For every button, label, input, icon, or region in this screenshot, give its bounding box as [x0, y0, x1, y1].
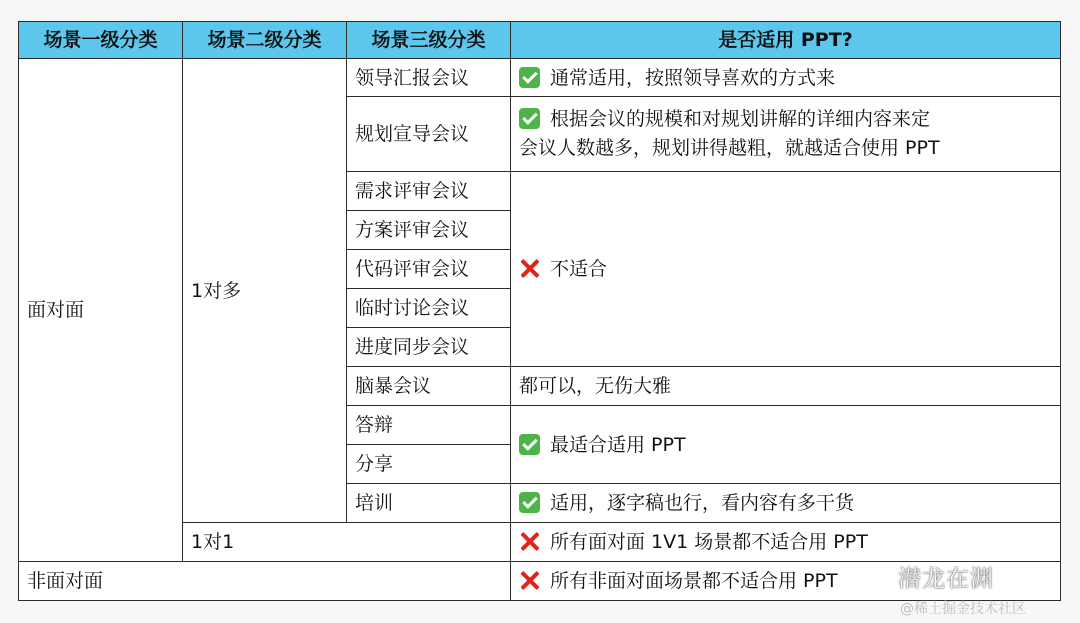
check-icon [519, 492, 540, 513]
level3-ad-hoc-discussion: 临时讨论会议 [347, 289, 511, 328]
check-icon [519, 108, 540, 129]
check-icon [519, 434, 540, 455]
level1-face: 面对面 [19, 59, 183, 562]
level3-requirement-review: 需求评审会议 [347, 172, 511, 211]
verdict-defense-share [511, 406, 1061, 484]
level3-training: 培训 [347, 484, 511, 523]
watermark-site: @稀土掘金技术社区 [900, 601, 1026, 617]
verdict-text: 通常适用，按照领导喜欢的方式来 [550, 66, 836, 89]
cross-icon [519, 570, 540, 591]
verdict-text: 所有非面对面场景都不适合用 PPT [550, 570, 838, 592]
verdict-planning [511, 97, 1061, 172]
verdict-brainstorm: 都可以，无伤大雅 [511, 367, 1061, 406]
cross-icon [519, 258, 540, 279]
verdict-training [511, 484, 1061, 523]
watermark-account: 潜龙在渊 [898, 566, 994, 592]
verdict-text: 适用，逐字稿也行，看内容有多干货 [550, 492, 855, 514]
ppt-scenario-table [18, 21, 1061, 601]
verdict-text: 不适合 [550, 258, 608, 280]
wechat-icon [866, 565, 894, 587]
verdict-leader [511, 59, 1061, 97]
check-icon [519, 67, 540, 88]
header-level1: 场景一级分类 [19, 22, 183, 59]
level2-one-to-many: 1对多 [183, 59, 347, 523]
level3-planning: 规划宣导会议 [347, 97, 511, 172]
level3-leader-report: 领导汇报会议 [347, 59, 511, 97]
level3-defense: 答辩 [347, 406, 511, 445]
verdict-text: 最适合适用 PPT [550, 433, 686, 456]
level3-progress-sync: 进度同步会议 [347, 328, 511, 367]
level3-brainstorm: 脑暴会议 [347, 367, 511, 406]
header-level2: 场景二级分类 [183, 22, 347, 59]
level2-one-to-one: 1对1 [183, 523, 511, 562]
header-level3: 场景三级分类 [347, 22, 511, 59]
cross-icon [519, 531, 540, 552]
verdict-text: 所有面对面 1V1 场景都不适合用 PPT [550, 531, 868, 553]
level3-code-review: 代码评审会议 [347, 250, 511, 289]
verdict-text-line2: 会议人数越多，规划讲得越粗，就越适合使用 PPT [519, 137, 940, 159]
level1-nonface: 非面对面 [19, 562, 511, 601]
verdict-one-to-one [511, 523, 1061, 562]
header-ppt-applicable: 是否适用 PPT? [511, 22, 1061, 59]
verdict-text-line1: 根据会议的规模和对规划讲解的详细内容来定 [550, 108, 931, 130]
verdict-review [511, 172, 1061, 367]
table-row [19, 59, 1061, 97]
level3-solution-review: 方案评审会议 [347, 211, 511, 250]
level3-share: 分享 [347, 445, 511, 484]
header-row [19, 22, 1061, 59]
